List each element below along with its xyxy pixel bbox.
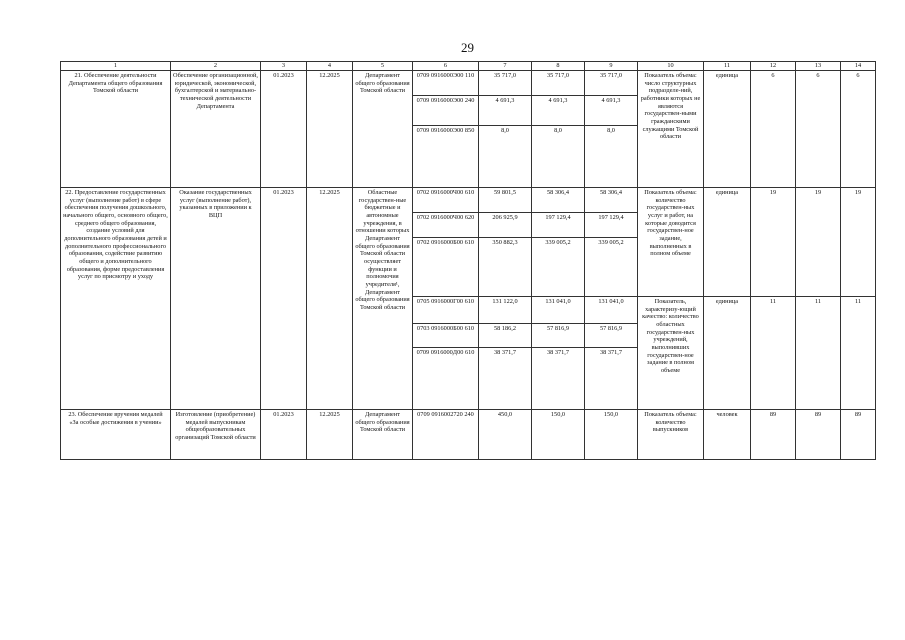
unit: единица [704, 188, 751, 297]
budget-code: 0709 0916000Д00 610 [413, 348, 479, 410]
budget-code: 0709 0916000Э00 850 [413, 126, 479, 188]
value-col12: 89 [751, 410, 796, 460]
column-number: 3 [261, 62, 307, 71]
column-number: 10 [638, 62, 704, 71]
value-col7: 131 122,0 [479, 297, 532, 324]
table-row [61, 410, 876, 460]
value-col14: 19 [841, 188, 876, 297]
budget-code: 0703 0916000Б00 610 [413, 324, 479, 348]
value-col8: 150,0 [532, 410, 585, 460]
column-number: 5 [353, 62, 413, 71]
activity-title: 23. Обеспечение вручения медалей «За особые достижения в учении» [61, 410, 171, 460]
column-number-row [61, 62, 876, 71]
value-col8: 38 371,7 [532, 348, 585, 410]
value-col7: 8,0 [479, 126, 532, 188]
executor: Департамент общего образования Томской области [353, 71, 413, 188]
budget-code: 0709 0916000Э00 110 [413, 71, 479, 96]
budget-code: 0702 0916000Б00 610 [413, 238, 479, 297]
column-number: 2 [171, 62, 261, 71]
value-col7: 206 925,9 [479, 213, 532, 238]
value-col8: 8,0 [532, 126, 585, 188]
value-col9: 58 306,4 [585, 188, 638, 213]
indicator: Показатель объема: число структурных подразделе-ний, работники которых не являются государствен-ными гражданскими служащими Томской области [638, 71, 704, 188]
value-col12: 11 [751, 297, 796, 410]
budget-code: 0709 0916000Э00 240 [413, 96, 479, 126]
value-col9: 57 816,9 [585, 324, 638, 348]
value-col13: 19 [796, 188, 841, 297]
column-number: 8 [532, 62, 585, 71]
indicator: Показатель объема: количество государствен-ных услуг и работ, на которые доводится государствен-ное задание, выполненных в полном объеме [638, 188, 704, 297]
value-col7: 38 371,7 [479, 348, 532, 410]
activity-title: 21. Обеспечение деятельности Департамента общего образования Томской области [61, 71, 171, 188]
page-number: 29 [461, 40, 474, 55]
column-number: 11 [704, 62, 751, 71]
value-col9: 131 041,0 [585, 297, 638, 324]
value-col8: 35 717,0 [532, 71, 585, 96]
budget-code: 0702 0916000Ч00 620 [413, 213, 479, 238]
start-date: 01.2023 [261, 71, 307, 188]
value-col14: 11 [841, 297, 876, 410]
column-number: 1 [61, 62, 171, 71]
unit: человек [704, 410, 751, 460]
value-col8: 58 306,4 [532, 188, 585, 213]
value-col8: 131 041,0 [532, 297, 585, 324]
value-col14: 89 [841, 410, 876, 460]
value-col7: 35 717,0 [479, 71, 532, 96]
end-date: 12.2025 [307, 410, 353, 460]
value-col7: 350 882,3 [479, 238, 532, 297]
column-number: 4 [307, 62, 353, 71]
end-date: 12.2025 [307, 188, 353, 410]
executor: Департамент общего образования Томской области [353, 410, 413, 460]
value-col7: 450,0 [479, 410, 532, 460]
value-col7: 58 186,2 [479, 324, 532, 348]
column-number: 6 [413, 62, 479, 71]
value-col9: 150,0 [585, 410, 638, 460]
activity-description: Обеспечение организационной, юридической, экономической, бухгалтерской и материально-технической деятельности Департамента [171, 71, 261, 188]
value-col8: 57 816,9 [532, 324, 585, 348]
column-number: 13 [796, 62, 841, 71]
value-col8: 339 005,2 [532, 238, 585, 297]
column-number: 14 [841, 62, 876, 71]
value-col7: 4 691,3 [479, 96, 532, 126]
unit: единица [704, 71, 751, 188]
table-row [61, 71, 876, 96]
budget-code: 0709 0916002720 240 [413, 410, 479, 460]
value-col9: 8,0 [585, 126, 638, 188]
indicator: Показатель объема: количество выпускников [638, 410, 704, 460]
budget-code: 0705 0916000Г00 610 [413, 297, 479, 324]
value-col8: 4 691,3 [532, 96, 585, 126]
start-date: 01.2023 [261, 410, 307, 460]
activity-title: 22. Предоставление государственных услуг (выполнение работ) в сфере обеспечения получения дошкольного, начального общего, основного общего, среднего общего образования, создание условий для дополнительного образования детей и дополнительного профессионального образования, содействие развитию общего и дополнительного образования, форме предоставления услуг по присмотру и уходу [61, 188, 171, 410]
activity-description: Оказание государственных услуг (выполнение работ), указанных в приложении к ВЦП [171, 188, 261, 410]
value-col9: 38 371,7 [585, 348, 638, 410]
value-col12: 19 [751, 188, 796, 297]
executor: Областные государствен-ные бюджетные и автономные учреждения, в отношении которых Департамент общего образования Томской области осуществляет функции и полномочия учредителя¹, Департамент общего образования Томской области [353, 188, 413, 410]
value-col8: 197 129,4 [532, 213, 585, 238]
value-col9: 339 005,2 [585, 238, 638, 297]
end-date: 12.2025 [307, 71, 353, 188]
activity-description: Изготовление (приобретение) медалей выпускникам общеобразовательных организаций Томской области [171, 410, 261, 460]
value-col9: 197 129,4 [585, 213, 638, 238]
indicator: Показатель, характеризу-ющий качество: количество областных государствен-ных учреждений, выполнивших государствен-ное задание в полном объеме [638, 297, 704, 410]
value-col13: 6 [796, 71, 841, 188]
budget-code: 0702 0916000Ч00 610 [413, 188, 479, 213]
column-number: 12 [751, 62, 796, 71]
value-col14: 6 [841, 71, 876, 188]
unit: единица [704, 297, 751, 410]
column-number: 9 [585, 62, 638, 71]
value-col12: 6 [751, 71, 796, 188]
column-number: 7 [479, 62, 532, 71]
value-col13: 89 [796, 410, 841, 460]
value-col9: 35 717,0 [585, 71, 638, 96]
table-row [61, 188, 876, 213]
start-date: 01.2023 [261, 188, 307, 410]
value-col9: 4 691,3 [585, 96, 638, 126]
value-col13: 11 [796, 297, 841, 410]
program-activities-table [60, 61, 876, 460]
value-col7: 59 801,5 [479, 188, 532, 213]
